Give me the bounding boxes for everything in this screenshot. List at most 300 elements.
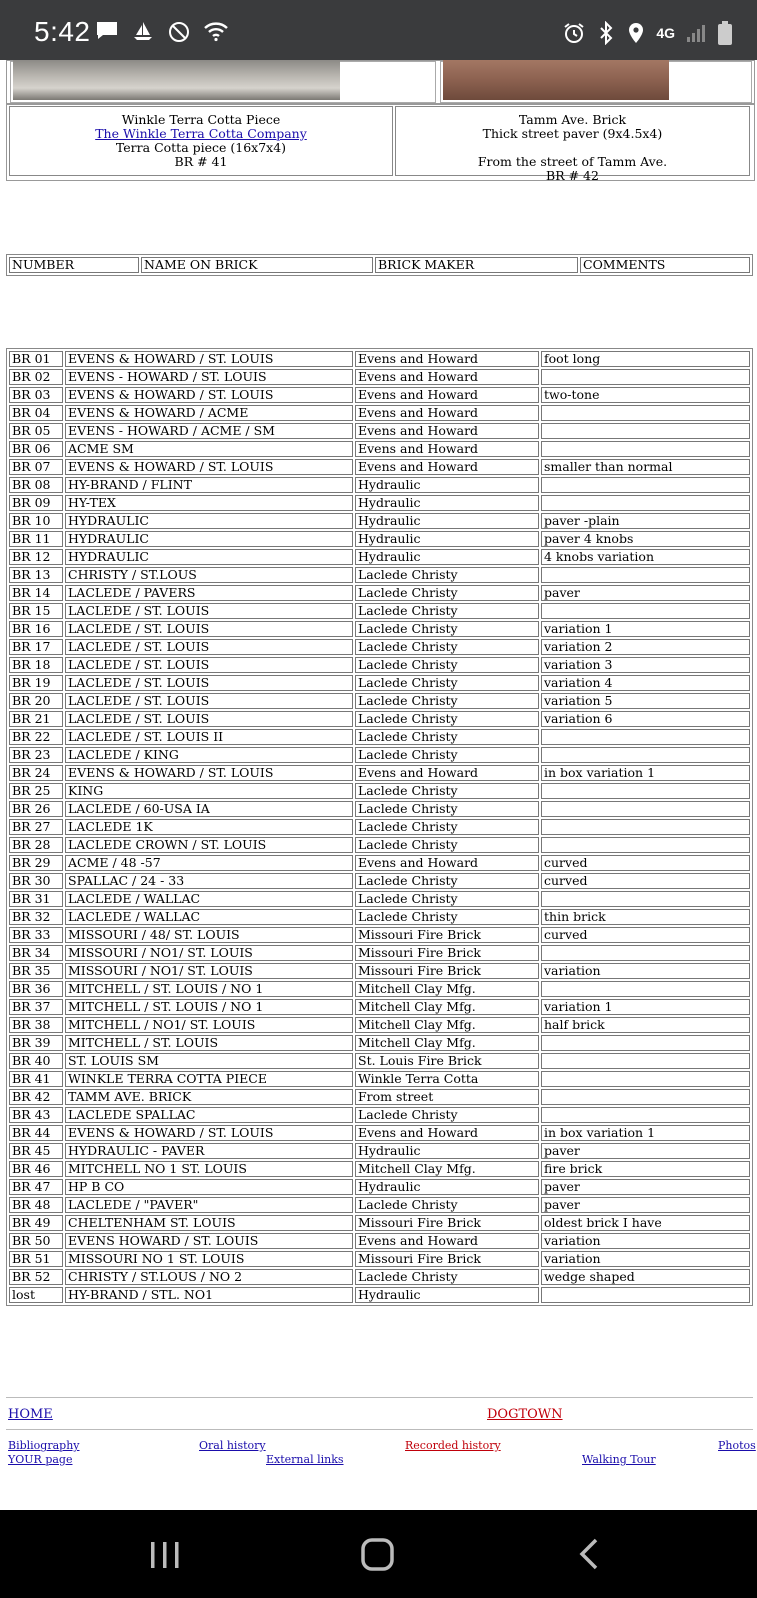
table-row (9, 621, 750, 637)
cell-name: LACLEDE CROWN / ST. LOUIS (65, 837, 353, 853)
cell-comments: 4 knobs variation (541, 549, 750, 565)
cell-comments: in box variation 1 (541, 1125, 750, 1141)
cell-maker: Evens and Howard (355, 459, 539, 475)
caption-br: BR # 41 (174, 154, 228, 169)
image-cell-left (10, 61, 436, 103)
cell-comments (541, 729, 750, 745)
bibliography-link[interactable]: Bibliography (8, 1439, 80, 1452)
table-row (9, 1125, 750, 1141)
cell-maker: Laclede Christy (355, 909, 539, 925)
cell-number: BR 06 (9, 441, 63, 457)
cell-maker: Hydraulic (355, 1287, 539, 1303)
cell-number: BR 12 (9, 549, 63, 565)
cell-comments (541, 567, 750, 583)
cell-comments: two-tone (541, 387, 750, 403)
cell-name: MISSOURI / NO1/ ST. LOUIS (65, 963, 353, 979)
cell-number: BR 23 (9, 747, 63, 763)
cell-number: BR 34 (9, 945, 63, 961)
cell-name: LACLEDE / ST. LOUIS (65, 657, 353, 673)
cell-comments: wedge shaped (541, 1269, 750, 1285)
cell-number: BR 33 (9, 927, 63, 943)
cell-number: BR 16 (9, 621, 63, 637)
alarm-icon (562, 21, 586, 45)
cell-comments (541, 495, 750, 511)
cell-comments (541, 477, 750, 493)
cell-number: BR 27 (9, 819, 63, 835)
back-button[interactable] (574, 1534, 604, 1578)
cell-comments: in box variation 1 (541, 765, 750, 781)
cell-number: BR 35 (9, 963, 63, 979)
cell-number: BR 40 (9, 1053, 63, 1069)
table-row (9, 1107, 750, 1123)
cell-maker: Hydraulic (355, 495, 539, 511)
table-row (9, 765, 750, 781)
table-row (9, 1161, 750, 1177)
table-row (9, 603, 750, 619)
cell-name: LACLEDE / ST. LOUIS (65, 603, 353, 619)
cell-comments (541, 747, 750, 763)
table-row (9, 495, 750, 511)
cell-maker: Laclede Christy (355, 675, 539, 691)
image-cell-right (440, 61, 752, 103)
caption-br: BR # 42 (546, 168, 599, 183)
cell-maker: Laclede Christy (355, 603, 539, 619)
cell-number: BR 36 (9, 981, 63, 997)
cell-number: BR 41 (9, 1071, 63, 1087)
table-row (9, 1035, 750, 1051)
cell-comments (541, 891, 750, 907)
table-row (9, 639, 750, 655)
terra-cotta-photo[interactable] (13, 60, 340, 100)
cell-comments: foot long (541, 351, 750, 367)
table-row (9, 441, 750, 457)
cell-number: BR 39 (9, 1035, 63, 1051)
cell-comments: smaller than normal (541, 459, 750, 475)
table-row (9, 1053, 750, 1069)
winkle-company-link[interactable]: The Winkle Terra Cotta Company (95, 126, 307, 141)
table-row (9, 585, 750, 601)
cell-comments: curved (541, 873, 750, 889)
cell-comments: variation 1 (541, 621, 750, 637)
table-row (9, 1269, 750, 1285)
cell-maker: Hydraulic (355, 513, 539, 529)
table-row (9, 783, 750, 799)
cell-maker: Evens and Howard (355, 855, 539, 871)
header-row (9, 257, 750, 273)
cell-name: EVENS HOWARD / ST. LOUIS (65, 1233, 353, 1249)
cell-name: CHELTENHAM ST. LOUIS (65, 1215, 353, 1231)
table-row (9, 387, 750, 403)
header-table (6, 254, 753, 276)
cell-comments: variation 5 (541, 693, 750, 709)
cell-comments: curved (541, 855, 750, 871)
table-row (9, 351, 750, 367)
caption-desc: Thick street paver (9x4.5x4) (482, 126, 663, 141)
table-row (9, 1179, 750, 1195)
cell-number: BR 15 (9, 603, 63, 619)
header-name: NAME ON BRICK (141, 257, 373, 273)
image-row (6, 60, 755, 105)
cell-maker: Hydraulic (355, 549, 539, 565)
cell-maker: Laclede Christy (355, 1197, 539, 1213)
cell-number: BR 51 (9, 1251, 63, 1267)
cell-number: BR 10 (9, 513, 63, 529)
cell-name: LACLEDE / ST. LOUIS (65, 639, 353, 655)
table-row (9, 1017, 750, 1033)
cell-number: BR 31 (9, 891, 63, 907)
cell-name: LACLEDE / WALLAC (65, 891, 353, 907)
cell-name: LACLEDE / KING (65, 747, 353, 763)
location-icon (626, 21, 646, 45)
cell-name: MISSOURI / 48/ ST. LOUIS (65, 927, 353, 943)
cell-name: LACLEDE / ST. LOUIS II (65, 729, 353, 745)
cell-name: LACLEDE / PAVERS (65, 585, 353, 601)
cell-maker: Missouri Fire Brick (355, 1251, 539, 1267)
table-row (9, 1143, 750, 1159)
table-row (9, 405, 750, 421)
cell-number: BR 47 (9, 1179, 63, 1195)
cell-number: BR 17 (9, 639, 63, 655)
cell-comments (541, 441, 750, 457)
photos-link[interactable]: Photos (718, 1439, 756, 1452)
cell-maker: Laclede Christy (355, 585, 539, 601)
cell-maker: Evens and Howard (355, 405, 539, 421)
cell-comments: paver (541, 585, 750, 601)
cell-maker: Winkle Terra Cotta (355, 1071, 539, 1087)
cell-name: HY-BRAND / STL. NO1 (65, 1287, 353, 1303)
table-row (9, 459, 750, 475)
recorded-history-link[interactable]: Recorded history (405, 1439, 501, 1452)
cell-number: BR 01 (9, 351, 63, 367)
oral-history-link[interactable]: Oral history (199, 1439, 266, 1452)
cell-number: BR 25 (9, 783, 63, 799)
your-page-link[interactable]: YOUR page (8, 1453, 73, 1466)
caption-desc: Terra Cotta piece (16x7x4) (115, 140, 287, 155)
table-row (9, 801, 750, 817)
cell-name: KING (65, 783, 353, 799)
cell-comments: variation 4 (541, 675, 750, 691)
cell-number: BR 28 (9, 837, 63, 853)
table-row (9, 567, 750, 583)
cell-name: LACLEDE SPALLAC (65, 1107, 353, 1123)
cell-comments: paver 4 knobs (541, 531, 750, 547)
cell-comments (541, 945, 750, 961)
cell-name: MISSOURI NO 1 ST. LOUIS (65, 1251, 353, 1267)
cell-number: BR 43 (9, 1107, 63, 1123)
cell-maker: Laclede Christy (355, 711, 539, 727)
cell-name: EVENS & HOWARD / ACME (65, 405, 353, 421)
caption-row (6, 103, 755, 181)
cell-name: HYDRAULIC (65, 531, 353, 547)
cell-number: BR 08 (9, 477, 63, 493)
cell-maker: St. Louis Fire Brick (355, 1053, 539, 1069)
cell-maker: Evens and Howard (355, 351, 539, 367)
cell-name: CHRISTY / ST.LOUS / NO 2 (65, 1269, 353, 1285)
cell-name: ACME / 48 -57 (65, 855, 353, 871)
cell-comments (541, 405, 750, 421)
cell-maker: Mitchell Clay Mfg. (355, 1035, 539, 1051)
cell-number: BR 48 (9, 1197, 63, 1213)
cell-number: BR 44 (9, 1125, 63, 1141)
table-row (9, 711, 750, 727)
table-row (9, 981, 750, 997)
signal-icon (685, 22, 707, 44)
cell-comments (541, 837, 750, 853)
cell-name: SPALLAC / 24 - 33 (65, 873, 353, 889)
caption-left (9, 106, 393, 176)
cell-number: BR 21 (9, 711, 63, 727)
cell-number: BR 46 (9, 1161, 63, 1177)
header-maker: BRICK MAKER (375, 257, 578, 273)
cell-maker: Evens and Howard (355, 423, 539, 439)
cell-comments (541, 801, 750, 817)
cell-maker: Evens and Howard (355, 369, 539, 385)
cell-name: LACLEDE / "PAVER" (65, 1197, 353, 1213)
table-row (9, 1215, 750, 1231)
cell-name: LACLEDE / 60-USA IA (65, 801, 353, 817)
cell-name: MITCHELL / ST. LOUIS / NO 1 (65, 999, 353, 1015)
caption-title: Winkle Terra Cotta Piece (121, 112, 281, 127)
walking-tour-link[interactable]: Walking Tour (582, 1453, 656, 1466)
cell-comments: variation 2 (541, 639, 750, 655)
table-row (9, 477, 750, 493)
cell-maker: Hydraulic (355, 1143, 539, 1159)
cell-maker: Missouri Fire Brick (355, 945, 539, 961)
home-button[interactable] (358, 1534, 398, 1578)
table-row (9, 819, 750, 835)
cell-maker: From street (355, 1089, 539, 1105)
table-row (9, 1233, 750, 1249)
cell-comments (541, 1089, 750, 1105)
cell-number: BR 11 (9, 531, 63, 547)
cell-maker: Hydraulic (355, 531, 539, 547)
cell-name: MITCHELL NO 1 ST. LOUIS (65, 1161, 353, 1177)
cell-number: BR 29 (9, 855, 63, 871)
bluetooth-icon (596, 21, 616, 45)
cell-name: LACLEDE 1K (65, 819, 353, 835)
cell-name: EVENS & HOWARD / ST. LOUIS (65, 1125, 353, 1141)
cell-comments (541, 603, 750, 619)
cell-comments: paver (541, 1197, 750, 1213)
cell-number: BR 49 (9, 1215, 63, 1231)
cell-number: BR 45 (9, 1143, 63, 1159)
cell-name: LACLEDE / ST. LOUIS (65, 621, 353, 637)
cell-maker: Evens and Howard (355, 387, 539, 403)
cell-name: EVENS & HOWARD / ST. LOUIS (65, 387, 353, 403)
header-comments: COMMENTS (580, 257, 750, 273)
cell-name: LACLEDE / ST. LOUIS (65, 675, 353, 691)
table-row (9, 1287, 750, 1303)
footer-divider (6, 1429, 753, 1430)
table-row (9, 369, 750, 385)
footer-divider (6, 1397, 753, 1398)
cell-name: HP B CO (65, 1179, 353, 1195)
caption-right (395, 106, 750, 183)
cell-comments: variation 1 (541, 999, 750, 1015)
cell-number: BR 05 (9, 423, 63, 439)
table-row (9, 423, 750, 439)
cell-maker: Laclede Christy (355, 837, 539, 853)
cell-number: BR 04 (9, 405, 63, 421)
cell-comments: paver (541, 1143, 750, 1159)
cell-maker: Laclede Christy (355, 1269, 539, 1285)
cell-comments: curved (541, 927, 750, 943)
cell-comments (541, 1071, 750, 1087)
cell-number: BR 02 (9, 369, 63, 385)
cell-name: ACME SM (65, 441, 353, 457)
home-link[interactable]: HOME (8, 1407, 53, 1422)
cell-name: EVENS - HOWARD / ACME / SM (65, 423, 353, 439)
cell-number: BR 13 (9, 567, 63, 583)
cell-number: BR 19 (9, 675, 63, 691)
table-row (9, 855, 750, 871)
cell-maker: Hydraulic (355, 477, 539, 493)
cell-name: CHRISTY / ST.LOUS (65, 567, 353, 583)
cell-comments: variation (541, 1251, 750, 1267)
cell-maker: Laclede Christy (355, 621, 539, 637)
table-row (9, 531, 750, 547)
cell-comments: thin brick (541, 909, 750, 925)
recent-apps-button[interactable] (148, 1534, 182, 1578)
cell-name: EVENS & HOWARD / ST. LOUIS (65, 351, 353, 367)
cell-number: BR 26 (9, 801, 63, 817)
cell-comments: oldest brick I have (541, 1215, 750, 1231)
cell-maker: Mitchell Clay Mfg. (355, 1017, 539, 1033)
table-row (9, 747, 750, 763)
table-row (9, 657, 750, 673)
cell-number: BR 42 (9, 1089, 63, 1105)
message-icon (95, 20, 119, 44)
dogtown-link[interactable]: DOGTOWN (487, 1407, 563, 1422)
cell-name: EVENS & HOWARD / ST. LOUIS (65, 765, 353, 781)
cell-number: BR 09 (9, 495, 63, 511)
cell-comments: variation 6 (541, 711, 750, 727)
wifi-icon (203, 20, 229, 44)
caption-note: From the street of Tamm Ave. (477, 154, 668, 169)
cell-maker: Laclede Christy (355, 639, 539, 655)
external-links-link[interactable]: External links (266, 1453, 344, 1466)
cell-maker: Hydraulic (355, 1179, 539, 1195)
cell-name: LACLEDE / ST. LOUIS (65, 693, 353, 709)
cell-comments (541, 1035, 750, 1051)
cell-comments (541, 1053, 750, 1069)
cell-maker: Mitchell Clay Mfg. (355, 1161, 539, 1177)
cell-comments (541, 423, 750, 439)
cell-maker: Laclede Christy (355, 1107, 539, 1123)
caption-title: Tamm Ave. Brick (518, 112, 627, 127)
cell-name: LACLEDE / ST. LOUIS (65, 711, 353, 727)
cell-comments (541, 981, 750, 997)
cell-number: BR 22 (9, 729, 63, 745)
cell-maker: Laclede Christy (355, 801, 539, 817)
navigation-bar (0, 1510, 757, 1598)
cell-name: EVENS - HOWARD / ST. LOUIS (65, 369, 353, 385)
cell-comments: half brick (541, 1017, 750, 1033)
cell-comments: paver -plain (541, 513, 750, 529)
cell-maker: Missouri Fire Brick (355, 963, 539, 979)
cell-comments (541, 369, 750, 385)
cell-comments (541, 1287, 750, 1303)
cell-maker: Mitchell Clay Mfg. (355, 981, 539, 997)
table-row (9, 963, 750, 979)
do-not-disturb-icon (167, 20, 191, 44)
cell-name: HYDRAULIC - PAVER (65, 1143, 353, 1159)
table-row (9, 927, 750, 943)
cell-number: BR 03 (9, 387, 63, 403)
cell-name: MITCHELL / ST. LOUIS / NO 1 (65, 981, 353, 997)
cell-comments (541, 1107, 750, 1123)
cell-number: BR 38 (9, 1017, 63, 1033)
table-row (9, 729, 750, 745)
cell-number: BR 52 (9, 1269, 63, 1285)
cell-maker: Missouri Fire Brick (355, 927, 539, 943)
cell-name: MITCHELL / NO1/ ST. LOUIS (65, 1017, 353, 1033)
cell-maker: Laclede Christy (355, 729, 539, 745)
cell-name: LACLEDE / WALLAC (65, 909, 353, 925)
web-page (0, 60, 757, 1510)
cell-number: BR 37 (9, 999, 63, 1015)
cell-name: ST. LOUIS SM (65, 1053, 353, 1069)
table-row (9, 549, 750, 565)
cell-name: HYDRAULIC (65, 513, 353, 529)
table-row (9, 891, 750, 907)
cell-name: HY-BRAND / FLINT (65, 477, 353, 493)
cell-maker: Laclede Christy (355, 747, 539, 763)
cell-maker: Evens and Howard (355, 1233, 539, 1249)
cell-maker: Laclede Christy (355, 783, 539, 799)
cell-number: BR 07 (9, 459, 63, 475)
cell-comments: variation 3 (541, 657, 750, 673)
cell-comments: variation (541, 963, 750, 979)
cell-maker: Evens and Howard (355, 765, 539, 781)
cell-comments (541, 819, 750, 835)
cell-number: BR 18 (9, 657, 63, 673)
cell-name: MITCHELL / ST. LOUIS (65, 1035, 353, 1051)
table-row (9, 693, 750, 709)
cell-maker: Mitchell Clay Mfg. (355, 999, 539, 1015)
table-row (9, 1089, 750, 1105)
cell-comments (541, 783, 750, 799)
brick-table (6, 348, 753, 1306)
cell-comments: paver (541, 1179, 750, 1195)
table-row (9, 1197, 750, 1213)
cell-name: EVENS & HOWARD / ST. LOUIS (65, 459, 353, 475)
sailboat-icon (131, 20, 155, 44)
table-row (9, 873, 750, 889)
cell-name: MISSOURI / NO1/ ST. LOUIS (65, 945, 353, 961)
cell-number: BR 14 (9, 585, 63, 601)
cell-number: BR 50 (9, 1233, 63, 1249)
status-bar (0, 0, 757, 60)
tamm-brick-photo[interactable] (443, 60, 669, 100)
table-row (9, 513, 750, 529)
cell-number: BR 20 (9, 693, 63, 709)
cell-maker: Laclede Christy (355, 657, 539, 673)
battery-icon (717, 20, 733, 46)
cell-number: lost (9, 1287, 63, 1303)
cell-maker: Evens and Howard (355, 1125, 539, 1141)
cell-number: BR 32 (9, 909, 63, 925)
cell-name: HYDRAULIC (65, 549, 353, 565)
cell-name: WINKLE TERRA COTTA PIECE (65, 1071, 353, 1087)
cell-number: BR 30 (9, 873, 63, 889)
cell-name: HY-TEX (65, 495, 353, 511)
cell-maker: Laclede Christy (355, 891, 539, 907)
cell-maker: Missouri Fire Brick (355, 1215, 539, 1231)
table-row (9, 837, 750, 853)
cell-comments: variation (541, 1233, 750, 1249)
table-row (9, 999, 750, 1015)
